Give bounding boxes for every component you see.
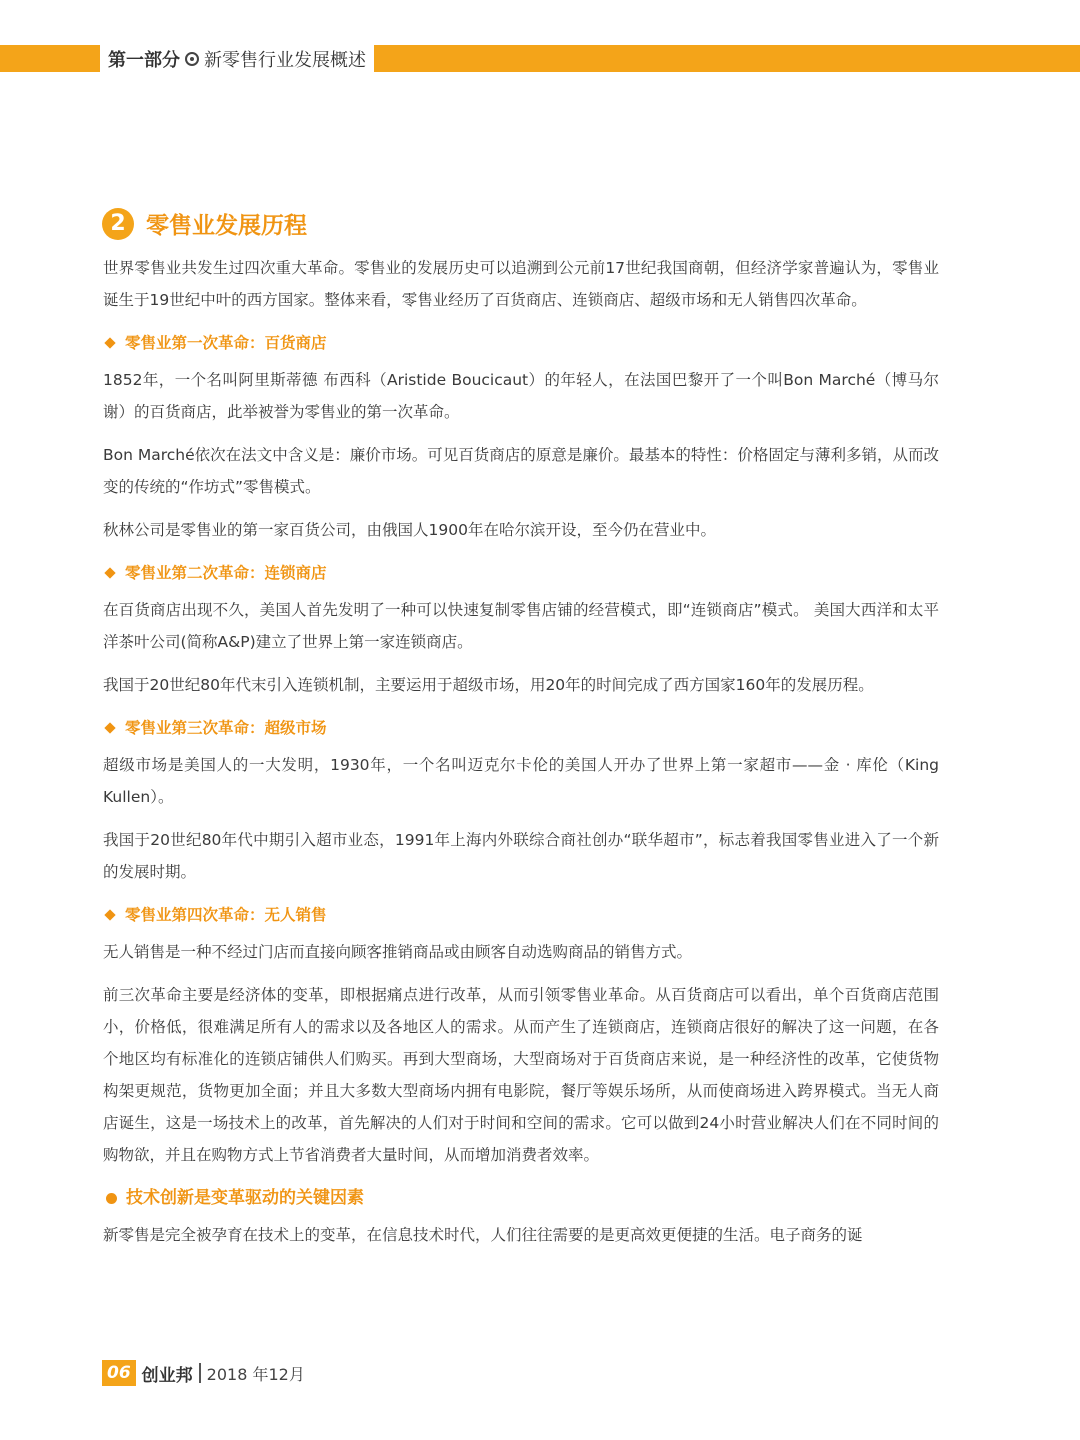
circle-dot-icon: [185, 52, 199, 66]
subheading-text: 零售业第一次革命：百货商店: [125, 334, 327, 352]
header-title: 新零售行业发展概述: [204, 49, 366, 71]
diamond-bullet-icon: [104, 337, 115, 348]
paragraph: 我国于20世纪80年代中期引入超市业态，1991年上海内外联综合商社创办“联华超市”，标志着我国零售业进入了一个新的发展时期。: [103, 831, 939, 881]
subheading-text: 零售业第四次革命：无人销售: [125, 906, 327, 924]
paragraph: Bon Marché依次在法文中含义是：廉价市场。可见百货商店的原意是廉价。最基本的特性：价格固定与薄利多销，从而改变的传统的“作坊式”零售模式。: [103, 446, 939, 496]
issue-date: 2018 年12月: [206, 1364, 305, 1384]
paragraph: 在百货商店出现不久，美国人首先发明了一种可以快速复制零售店铺的经营模式，即“连锁商店”模式。 美国大西洋和太平洋茶叶公司(简称A&P)建立了世界上第一家连锁商店。: [103, 601, 939, 651]
page-footer: [102, 1360, 305, 1386]
subheading-text: 零售业第二次革命：连锁商店: [125, 564, 327, 582]
subheading-rev3: [103, 712, 939, 744]
paragraph: 超级市场是美国人的一大发明，1930年，一个名叫迈克尔卡伦的美国人开办了世界上第一家超市——金 · 库伦（King Kullen）。: [103, 756, 939, 806]
paragraph: 前三次革命主要是经济体的变革，即根据痛点进行改革，从而引领零售业革命。从百货商店可以看出，单个百货商店范围小，价格低，很难满足所有人的需求以及各地区人的需求。从而产生了连锁商店，连锁商店很好的解决了这一问题，在各个地区均有标准化的连锁店铺供人们购买。再到大型商场，大型商场对于百货商店来说，是一种经济性的改革，它使货物构架更规范，货物更加全面；并且大多数大型商场内拥有电影院，餐厅等娱乐场所，从而使商场进入跨界模式。当无人商店诞生，这是一场技术上的改革，首先解决的人们对于时间和空间的需求。它可以做到24小时营业解决人们在不同时间的购物欲，并且在购物方式上节省消费者大量时间，从而增加消费者效率。: [103, 986, 939, 1164]
header-part: 第一部分: [108, 49, 180, 71]
magazine-logo: 创业邦: [141, 1365, 193, 1386]
paragraph: 新零售是完全被孕育在技术上的变革，在信息技术时代，人们往往需要的是更高效更便捷的生活。电子商务的诞: [103, 1226, 863, 1244]
section-heading: 零售业发展历程: [146, 213, 307, 239]
diamond-bullet-icon: [104, 722, 115, 733]
article-body: [103, 252, 939, 1262]
intro-paragraph: 世界零售业共发生过四次重大革命。零售业的发展历史可以追溯到公元前17世纪我国商朝，但经济学家普遍认为，零售业诞生于19世纪中叶的西方国家。整体来看，零售业经历了百货商店、连锁商店、超级市场和无人销售四次革命。: [103, 259, 939, 309]
page-number: 06: [102, 1360, 136, 1386]
dot-bullet-icon: [106, 1193, 117, 1204]
subheading-text: 零售业第三次革命：超级市场: [125, 719, 327, 737]
diamond-bullet-icon: [104, 567, 115, 578]
running-header: [100, 41, 374, 76]
diamond-bullet-icon: [104, 909, 115, 920]
subheading-rev1: [103, 327, 939, 359]
section-number-badge: 2: [102, 208, 134, 240]
footer-divider: [199, 1363, 201, 1383]
paragraph: 1852年，一个名叫阿里斯蒂德 布西科（Aristide Boucicaut）的年轻人，在法国巴黎开了一个叫Bon Marché（博马尔谢）的百货商店，此举被誉为零售业的第一次革命。: [103, 371, 939, 421]
subheading-rev4: [103, 899, 939, 931]
subheading-text: 技术创新是变革驱动的关键因素: [126, 1188, 364, 1208]
subheading-tech: [103, 1182, 939, 1214]
paragraph: 秋林公司是零售业的第一家百货公司，由俄国人1900年在哈尔滨开设，至今仍在营业中。: [103, 521, 716, 539]
paragraph: 无人销售是一种不经过门店而直接向顾客推销商品或由顾客自动选购商品的销售方式。: [103, 943, 693, 961]
subheading-rev2: [103, 557, 939, 589]
paragraph: 我国于20世纪80年代末引入连锁机制，主要运用于超级市场，用20年的时间完成了西方国家160年的发展历程。: [103, 676, 874, 694]
section-title: [102, 207, 307, 240]
